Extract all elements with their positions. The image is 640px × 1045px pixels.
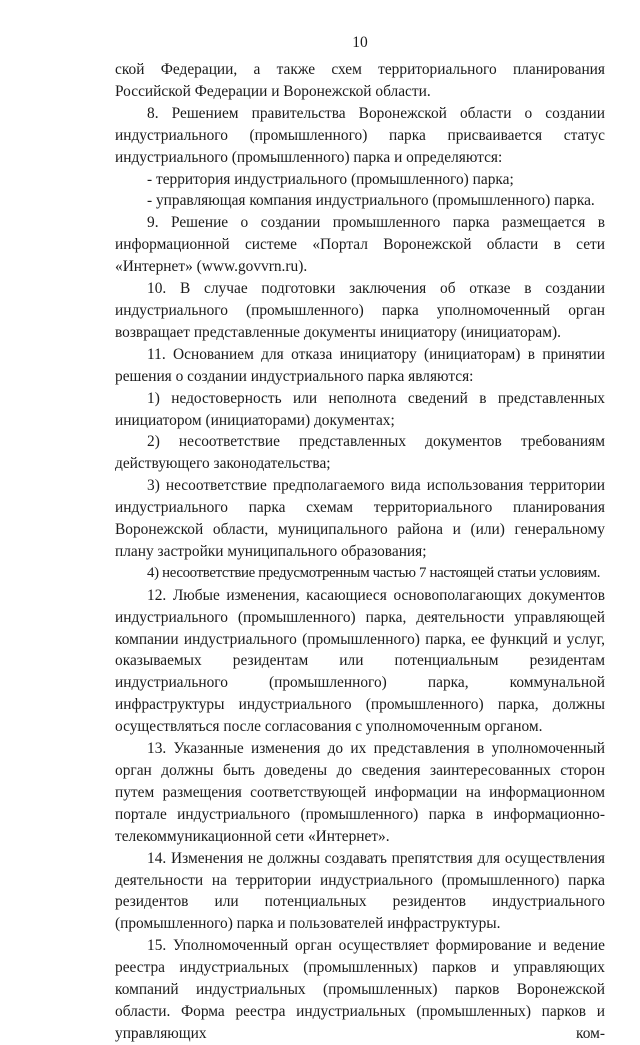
paragraph-p8-b: - управляющая компания индустриального (промышленного) парка. (147, 192, 595, 210)
paragraph-p11-2: 2) несоответствие представленных документов требованиям действующего законодательства; (115, 433, 605, 473)
document-text (115, 59, 605, 1045)
paragraph-p11-1: 1) недостоверность или неполнота сведений в представленных инициатором (инициаторами) документах; (115, 389, 605, 429)
paragraph-p9: 9. Решение о создании промышленного парка размещается в информационной системе «Портал Воронежской области в сети «Интернет» (www.govvrn.ru). (115, 214, 605, 276)
paragraph-p11: 11. Основанием для отказа инициатору (инициаторам) в принятии решения о создании индустриального парка являются: (115, 345, 605, 385)
paragraph-p11-3: 3) несоответствие предполагаемого вида использования территории индустриального парка схемам территориального планирования Воронежской области, муниципального района и (или) генеральному плану застройки муниципального образования; (115, 477, 605, 560)
paragraph-p8: 8. Решением правительства Воронежской области о создании индустриального (промышленного) парка присваивается статус индустриального (промышленного) парка и определяются: (115, 104, 605, 166)
paragraph-p13: 13. Указанные изменения до их представления в уполномоченный орган должны быть доведены до сведения заинтересованных сторон путем размещения соответствующей информации на информационном портале индустриального (промышленного) парка в информационно-телекоммуникационной сети «Интернет». (115, 740, 605, 845)
page-number: 10 (352, 34, 368, 51)
paragraph-p14: 14. Изменения не должны создавать препятствия для осуществления деятельности на территории индустриального (промышленного) парка резидентов или потенциальных резидентов индустриального (промышленного) парка и пользователей инфраструктуры. (115, 849, 605, 933)
paragraph-p15: 15. Уполномоченный орган осуществляет формирование и ведение реестра индустриальных (промышленных) парков и управляющих компаний индустриальных (промышленных) парков Воронежской области. Форма реестра индустриальных (промышленных) парков и управляющих ком- (115, 937, 605, 1042)
paragraph-p11-4: 4) несоответствие предусмотренным частью 7 настоящей статьи условиям. (147, 564, 601, 581)
paragraph-p8-a: - территория индустриального (промышленного) парка; (147, 170, 514, 188)
paragraph-cont: ской Федерации, а также схем территориального планирования Российской Федерации и Воронежской области. (115, 61, 605, 100)
paragraph-p12: 12. Любые изменения, касающиеся основополагающих документов индустриального (промышленного) парка, деятельности управляющей компании индустриального (промышленного) парка, ее функций и услуг, оказываемых резидентам или потенциальным резидентам индустриального (промышленного) парка, коммунальной инфраструктуры индустриального (промышленного) парка, должны осуществляться после согласования с уполномоченным органом. (115, 586, 605, 736)
paragraph-p10: 10. В случае подготовки заключения об отказе в создании индустриального (промышленного) парка уполномоченный орган возвращает представленные документы инициатору (инициаторам). (115, 280, 605, 341)
